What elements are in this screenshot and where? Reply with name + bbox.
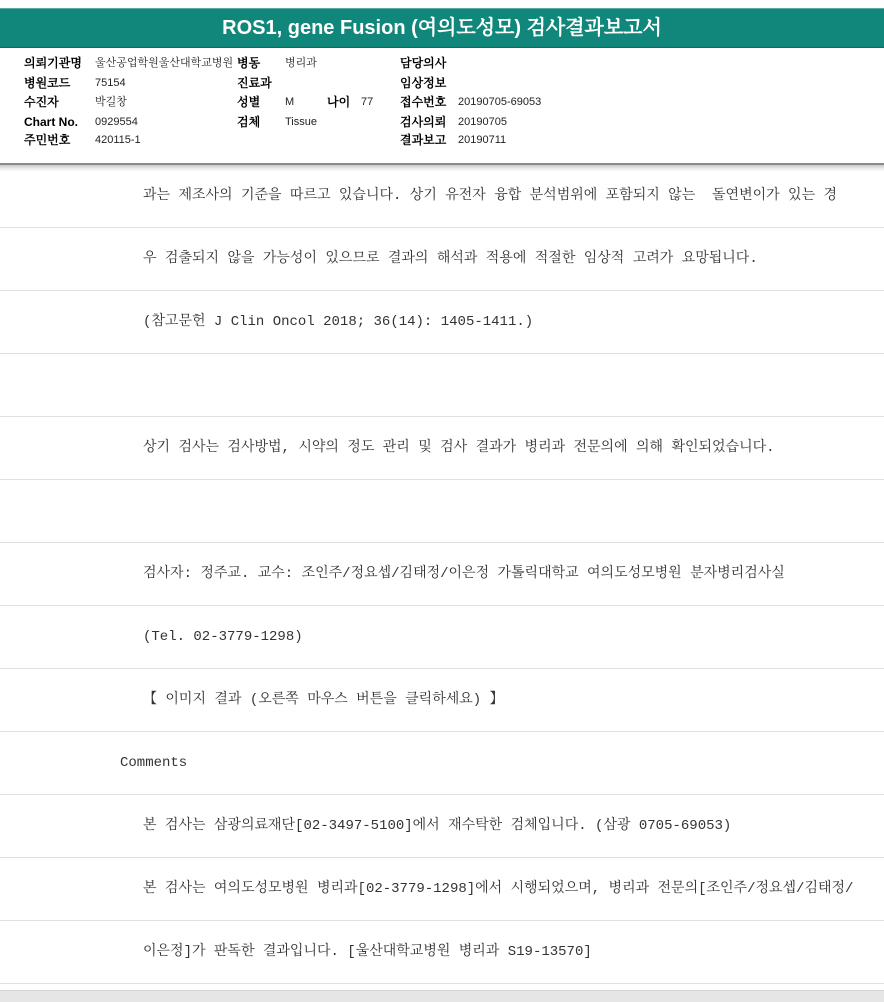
phone-line: (Tel. 02-3779-1298) (143, 629, 303, 645)
sex-value: M (285, 96, 295, 108)
request-date-label: 검사의뢰 (400, 115, 447, 129)
receipt-no-value: 20190705-69053 (458, 96, 542, 108)
report-title: ROS1, gene Fusion (여의도성모) 검사결과보고서 (222, 17, 662, 39)
receipt-no-label: 접수번호 (400, 95, 447, 109)
hospital-code-label: 병원코드 (24, 76, 71, 90)
report-line-row (0, 291, 884, 354)
report-line-row (0, 417, 884, 480)
doctor-label: 담당의사 (400, 56, 447, 70)
resident-no-value: 420115-1 (95, 134, 141, 146)
report-line-row (0, 606, 884, 669)
resident-no-label: 주민번호 (24, 133, 71, 147)
comment-line-row (0, 858, 884, 921)
comment-line: 이은정]가 판독한 결과입니다. [울산대학교병원 병리과 S19-13570] (143, 944, 592, 960)
ward-value: 병리과 (285, 57, 317, 69)
report-line-row (0, 669, 884, 732)
department-label: 진료과 (237, 76, 272, 90)
sex-label: 성별 (237, 95, 261, 109)
reference-line: (참고문헌 J Clin Oncol 2018; 36(14): 1405-1411.) (143, 314, 534, 330)
patient-info-panel (0, 49, 884, 165)
age-label: 나이 (327, 95, 351, 109)
report-line: 우 검출되지 않을 가능성이 있으므로 결과의 해석과 적용에 적절한 임상적 고려가 요망됩니다. (143, 251, 758, 267)
comment-line: 본 검사는 여의도성모병원 병리과[02-3779-1298]에서 시행되었으며, 병리과 전문의[조인주/정요셉/김태정/ (143, 881, 854, 897)
clinical-info-label: 임상정보 (400, 76, 447, 90)
comment-line: 본 검사는 삼광의료재단[02-3497-5100]에서 재수탁한 검체입니다. (삼광 0705-69053) (143, 818, 732, 834)
request-date-value: 20190705 (458, 116, 507, 128)
image-result-line: 【 이미지 결과 (오른쪽 마우스 버튼을 클릭하세요) 】 (143, 692, 504, 708)
report-line-row (0, 543, 884, 606)
report-line-row (0, 165, 884, 228)
age-value: 77 (361, 96, 374, 108)
institution-value: 울산공업학원울산대학교병원 (95, 57, 234, 69)
comment-line-row (0, 795, 884, 858)
chart-no-value: 0929554 (95, 116, 138, 128)
report-line: 과는 제조사의 기준을 따르고 있습니다. 상기 유전자 융합 분석범위에 포함되지 않는 돌연변이가 있는 경 (143, 188, 838, 204)
report-date-value: 20190711 (458, 134, 507, 146)
report-date-label: 결과보고 (400, 133, 447, 147)
report-blank-row (0, 480, 884, 543)
report-line-row (0, 228, 884, 291)
examiner-line: 검사자: 정주교. 교수: 조인주/정요셉/김태정/이은정 가톨릭대학교 여의도성모병원 분자병리검사실 (143, 566, 785, 582)
report-line: 상기 검사는 검사방법, 시약의 정도 관리 및 검사 결과가 병리과 전문의에 의해 확인되었습니다. (143, 440, 775, 456)
ward-label: 병동 (237, 56, 261, 70)
comment-line-row (0, 921, 884, 984)
hospital-code-value: 75154 (95, 77, 126, 89)
report-title-bar (0, 8, 884, 48)
patient-name-value: 박길창 (95, 96, 127, 108)
institution-label: 의뢰기관명 (24, 56, 82, 70)
comments-heading: Comments (120, 755, 188, 771)
report-blank-row (0, 354, 884, 417)
comments-heading-row (0, 732, 884, 795)
patient-name-label: 수진자 (24, 95, 59, 109)
chart-no-label: Chart No. (24, 115, 78, 129)
specimen-value: Tissue (285, 116, 317, 128)
report-scroll-area[interactable] (0, 165, 884, 990)
bottom-frame-bar (0, 990, 884, 1002)
specimen-label: 검체 (237, 115, 261, 129)
